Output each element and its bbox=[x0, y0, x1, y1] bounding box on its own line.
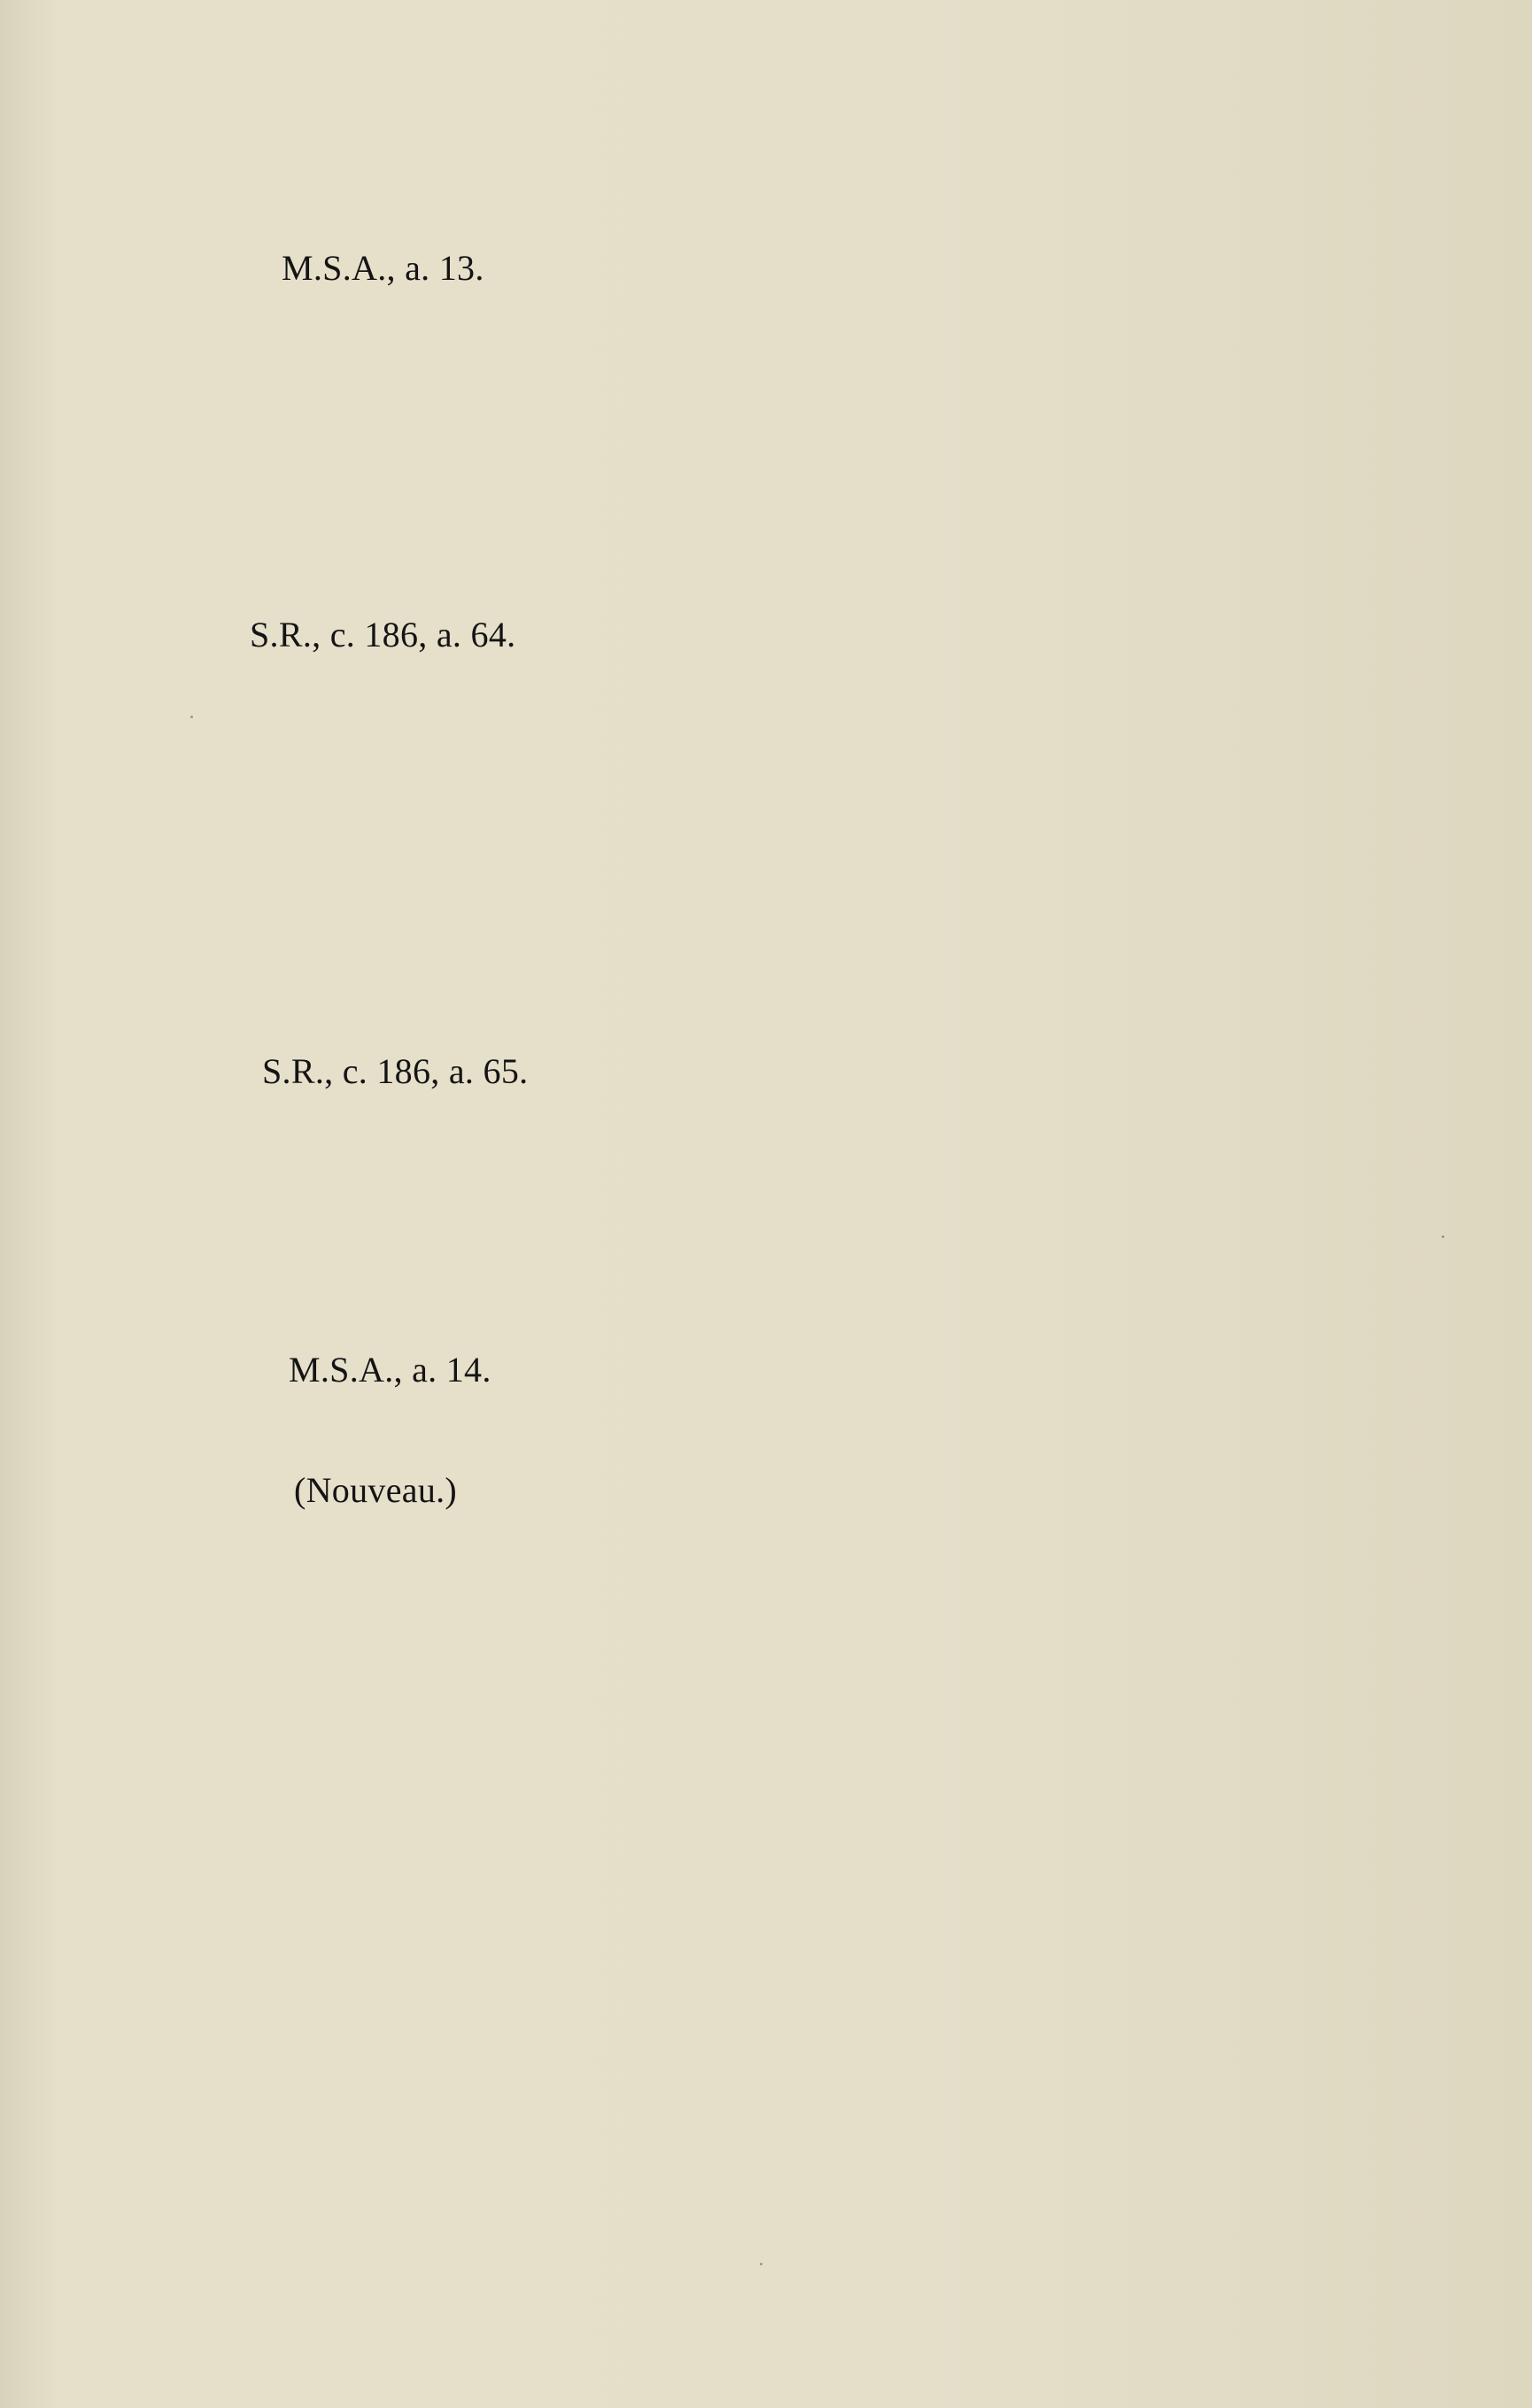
margin-reference-sr-65: S.R., c. 186, a. 65. bbox=[262, 1051, 529, 1091]
margin-reference-sr-64: S.R., c. 186, a. 64. bbox=[250, 615, 516, 654]
paper-speck bbox=[1442, 1235, 1444, 1238]
margin-reference-msa-14: M.S.A., a. 14. bbox=[289, 1350, 491, 1390]
paper-speck bbox=[760, 2263, 762, 2265]
paper-speck bbox=[190, 716, 193, 718]
margin-reference-nouveau: (Nouveau.) bbox=[294, 1470, 458, 1510]
margin-reference-msa-13: M.S.A., a. 13. bbox=[282, 248, 484, 288]
